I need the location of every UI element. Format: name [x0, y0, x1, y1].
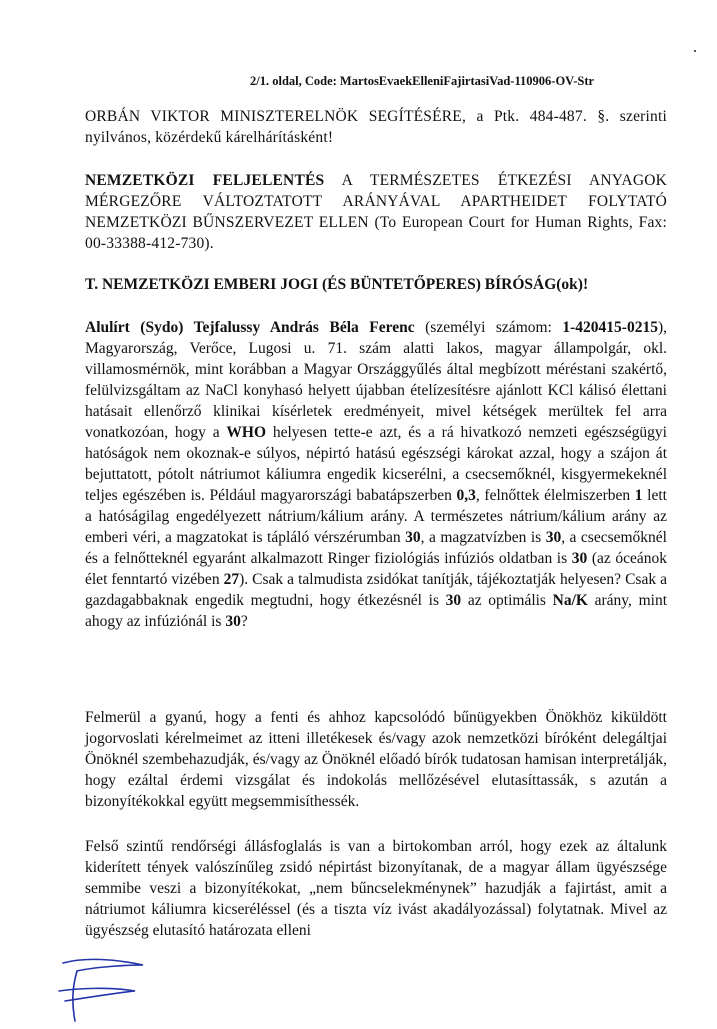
- value-ocean-ratio: 27: [223, 571, 240, 588]
- page-header: 2/1. oldal, Code: MartosEvaekElleniFajirtasiVad-110906-OV-Str: [250, 74, 595, 88]
- value-ringer-ratio: 30: [571, 550, 588, 567]
- value-optimal-ratio: 30: [445, 592, 462, 609]
- text-run: ), Magyarország, Verőce, Lugosi u. 71. szám alatti lakos, magyar állampolgár, okl. villamosmérnök, mint korábban a Magyar Országgyűlés által megbízott méréstani szakértő, felülvizsgáltam az NaCl konyhasó helyett újabban ételízesítésre ajánlott KCl kálisó élettani hatásait ellenőrző klinikai kísérletek eredményeit, mivel kétségek merültek fel arra vonatkozóan, hogy a: [85, 319, 667, 441]
- who-mention: WHO: [226, 424, 267, 441]
- paragraph-addressee: ORBÁN VIKTOR MINISZTERELNÖK SEGÍTÉSÉRE, a Ptk. 484-487. §. szerinti nyilvános, közérdekű kárelhárításként!: [85, 108, 667, 146]
- text-run: , felnőttek élelmiszerben: [475, 487, 635, 504]
- value-infusion-ratio: 30: [225, 613, 241, 630]
- court-salutation: T. NEMZETKÖZI EMBERI JOGI (ÉS BÜNTETŐPERES) BÍRÓSÁG(ok)!: [85, 276, 589, 293]
- value-serum-ratio: 30: [405, 529, 421, 546]
- complaint-heading: NEMZETKÖZI FELJELENTÉS: [85, 172, 325, 189]
- complaint-text: A TERMÉSZETES ÉTKEZÉSI ANYAGOK MÉRGEZŐRE VÁLTOZTATOTT ARÁNYÁVAL APARTHEIDET FOLYTATÓ NEMZETKÖZI BŰNSZERVEZET ELLEN (To European Court for Human Rights, Fax: 00-33388-412-730).: [85, 172, 667, 252]
- text-run: arány, mint ahogy az infúziónál is: [85, 592, 667, 630]
- text-run: (az óceánok élet fenntartó vizében: [85, 550, 667, 588]
- text-run: (személyi számom:: [414, 319, 563, 336]
- paragraph-complaint-title: [85, 170, 667, 254]
- text-run: lett a hatóságilag engedélyezett nátrium/kálium arány. A természetes nátrium/kálium arány az emberi véri, a magzatokat is tápláló vérszérumban: [85, 487, 667, 546]
- value-baby-ratio: 0,3: [456, 487, 476, 504]
- na-k-label: Na/K: [552, 592, 588, 609]
- text-run: ?: [240, 613, 248, 630]
- value-amniotic-ratio: 30: [545, 529, 562, 546]
- text-run: , a csecsemőknél és a felnőtteknél egyaránt alkalmazott Ringer fiziológiás infúziós oldatban is: [85, 529, 667, 567]
- scan-speck: [694, 50, 696, 52]
- value-adult-ratio: 1: [634, 487, 643, 504]
- paragraph-police-statement: Felső szintű rendőrségi állásfoglalás is van a birtokomban arról, hogy ezek az általunk kiderített tények valószínűleg zsidó népirtást bizonyítanak, de a magyar állam ügyészsége semmibe veszi a bizonyítékokat, „nem bűncselekménynek” hazudják a fajirtást, amit a nátriumot káliumra kicseréléssel (és a tiszta víz ivást akadályozással) folytatnak. Mivel az ügyészség elutasító határozata elleni: [85, 838, 667, 939]
- handwritten-signature: [55, 955, 150, 1025]
- author-name: Alulírt (Sydo) Tejfalussy András Béla Ferenc: [85, 319, 415, 336]
- paragraph-suspicion: Felmerül a gyanú, hogy a fenti és ahhoz kapcsolódó bűnügyekben Önökhöz kiküldött jogorvoslati kérelmeimet az itteni illetékesek és/vagy azok nemzetközi bíróként delegáltjai Önöknél szembehazudják, és/vagy az Önöknél előadó bírók tudatosan hamisan interpretálják, hogy ezáltal érdemi vizsgálat és indokolás mellőzésével elutasíttassák, s azután a bizonyítékokkal együtt megsemmisíthessék.: [85, 709, 667, 810]
- text-run: , a magzatvízben is: [420, 529, 546, 546]
- paragraph-statement: [85, 317, 667, 632]
- text-run: az optimális: [461, 592, 553, 609]
- text-run: helyesen tette-e azt, és a rá hivatkozó nemzeti egészségügyi hatóságok nem okoznak-e súlyos, népirtó hatású egészségi károkat azzal, hogy a szájon át bejuttatott, pótolt nátriumot káliumra engedik kicserélni, a csecsemőknél, kisgyermekeknél teljes egészében is. Például magyarországi babatápszerben: [85, 424, 667, 504]
- personal-id: 1-420415-0215: [562, 319, 658, 336]
- text-run: ). Csak a talmudista zsidókat tanítják, tájékoztatják helyesen? Csak a gazdagabbaknak engedik megtudni, hogy étkezésnél is: [85, 571, 667, 609]
